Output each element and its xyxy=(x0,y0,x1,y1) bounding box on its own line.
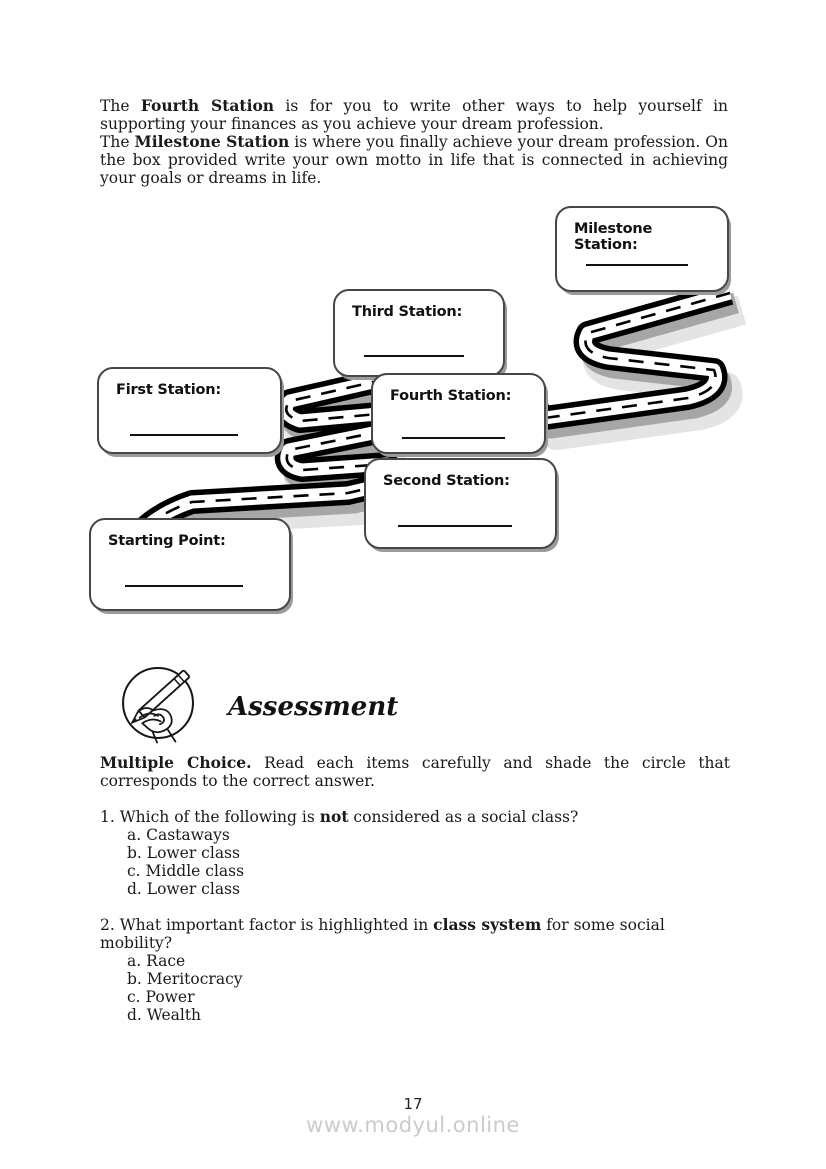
intro-paragraph-milestone-station xyxy=(100,133,728,187)
intro-p1-post: is for you to write other ways to help yourself in supporting your finances as you achieve your dream profession. xyxy=(100,97,729,133)
watermark-url: www.modyul.online xyxy=(306,1113,520,1137)
station-box-fourth xyxy=(371,373,546,454)
instructions-bold: Multiple Choice. xyxy=(100,753,252,772)
question-number: 2. xyxy=(100,916,115,934)
write-in-blank-line[interactable] xyxy=(398,525,511,527)
question-post: considered as a social class? xyxy=(348,808,579,826)
question-2-options xyxy=(100,952,740,1024)
intro-paragraph-fourth-station xyxy=(100,97,728,133)
intro-p2-bold: Milestone Station xyxy=(134,132,290,151)
write-in-blank-line[interactable] xyxy=(130,434,239,436)
station-label: Starting Point: xyxy=(108,533,226,549)
question-post: for some social mobility? xyxy=(100,916,665,952)
station-box-starting-point xyxy=(89,518,291,611)
write-in-blank-line[interactable] xyxy=(402,437,505,439)
intro-paragraphs xyxy=(100,97,728,187)
option-c[interactable]: c. Middle class xyxy=(127,862,245,880)
question-2-text xyxy=(100,916,740,952)
road-map-diagram xyxy=(0,195,826,625)
option-a[interactable]: a. Race xyxy=(127,952,186,970)
question-bold: class system xyxy=(433,915,542,934)
multiple-choice-instructions xyxy=(100,754,730,790)
station-box-third xyxy=(333,289,505,377)
intro-p2-pre: The xyxy=(100,133,135,151)
instructions-rest: Read each items carefully and shade the circle that corresponds to the correct answer. xyxy=(100,754,731,790)
assessment-heading: Assessment xyxy=(228,692,399,722)
question-bold: not xyxy=(319,807,349,826)
station-label: Fourth Station: xyxy=(390,388,512,404)
write-in-blank-line[interactable] xyxy=(586,264,688,266)
option-d[interactable]: d. Wealth xyxy=(127,1006,202,1024)
station-label: Second Station: xyxy=(383,473,510,489)
option-a[interactable]: a. Castaways xyxy=(127,826,230,844)
station-label: Milestone Station: xyxy=(574,221,653,253)
writing-hand-icon xyxy=(112,657,204,749)
station-box-first xyxy=(97,367,282,454)
question-pre: Which of the following is xyxy=(119,808,320,826)
intro-p1-pre: The xyxy=(100,97,141,115)
station-label: First Station: xyxy=(116,382,221,398)
intro-p2-post: is where you finally achieve your dream profession. On the box provided write your own motto in life that is connected in achieving your goals or dreams in life. xyxy=(100,133,728,187)
intro-p1-bold: Fourth Station xyxy=(140,96,275,115)
station-label: Third Station: xyxy=(352,304,463,320)
question-1-options xyxy=(100,826,740,898)
question-number: 1. xyxy=(100,808,115,826)
question-1 xyxy=(100,808,740,898)
option-c[interactable]: c. Power xyxy=(127,988,195,1006)
question-2 xyxy=(100,916,740,1024)
option-b[interactable]: b. Meritocracy xyxy=(127,970,243,988)
option-d[interactable]: d. Lower class xyxy=(127,880,240,898)
page-number: 17 xyxy=(403,1095,423,1113)
station-box-milestone xyxy=(555,206,729,292)
write-in-blank-line[interactable] xyxy=(364,355,465,357)
option-b[interactable]: b. Lower class xyxy=(127,844,240,862)
station-box-second xyxy=(364,458,557,549)
write-in-blank-line[interactable] xyxy=(125,585,244,587)
question-1-text xyxy=(100,808,740,826)
question-pre: What important factor is highlighted in xyxy=(119,916,434,934)
